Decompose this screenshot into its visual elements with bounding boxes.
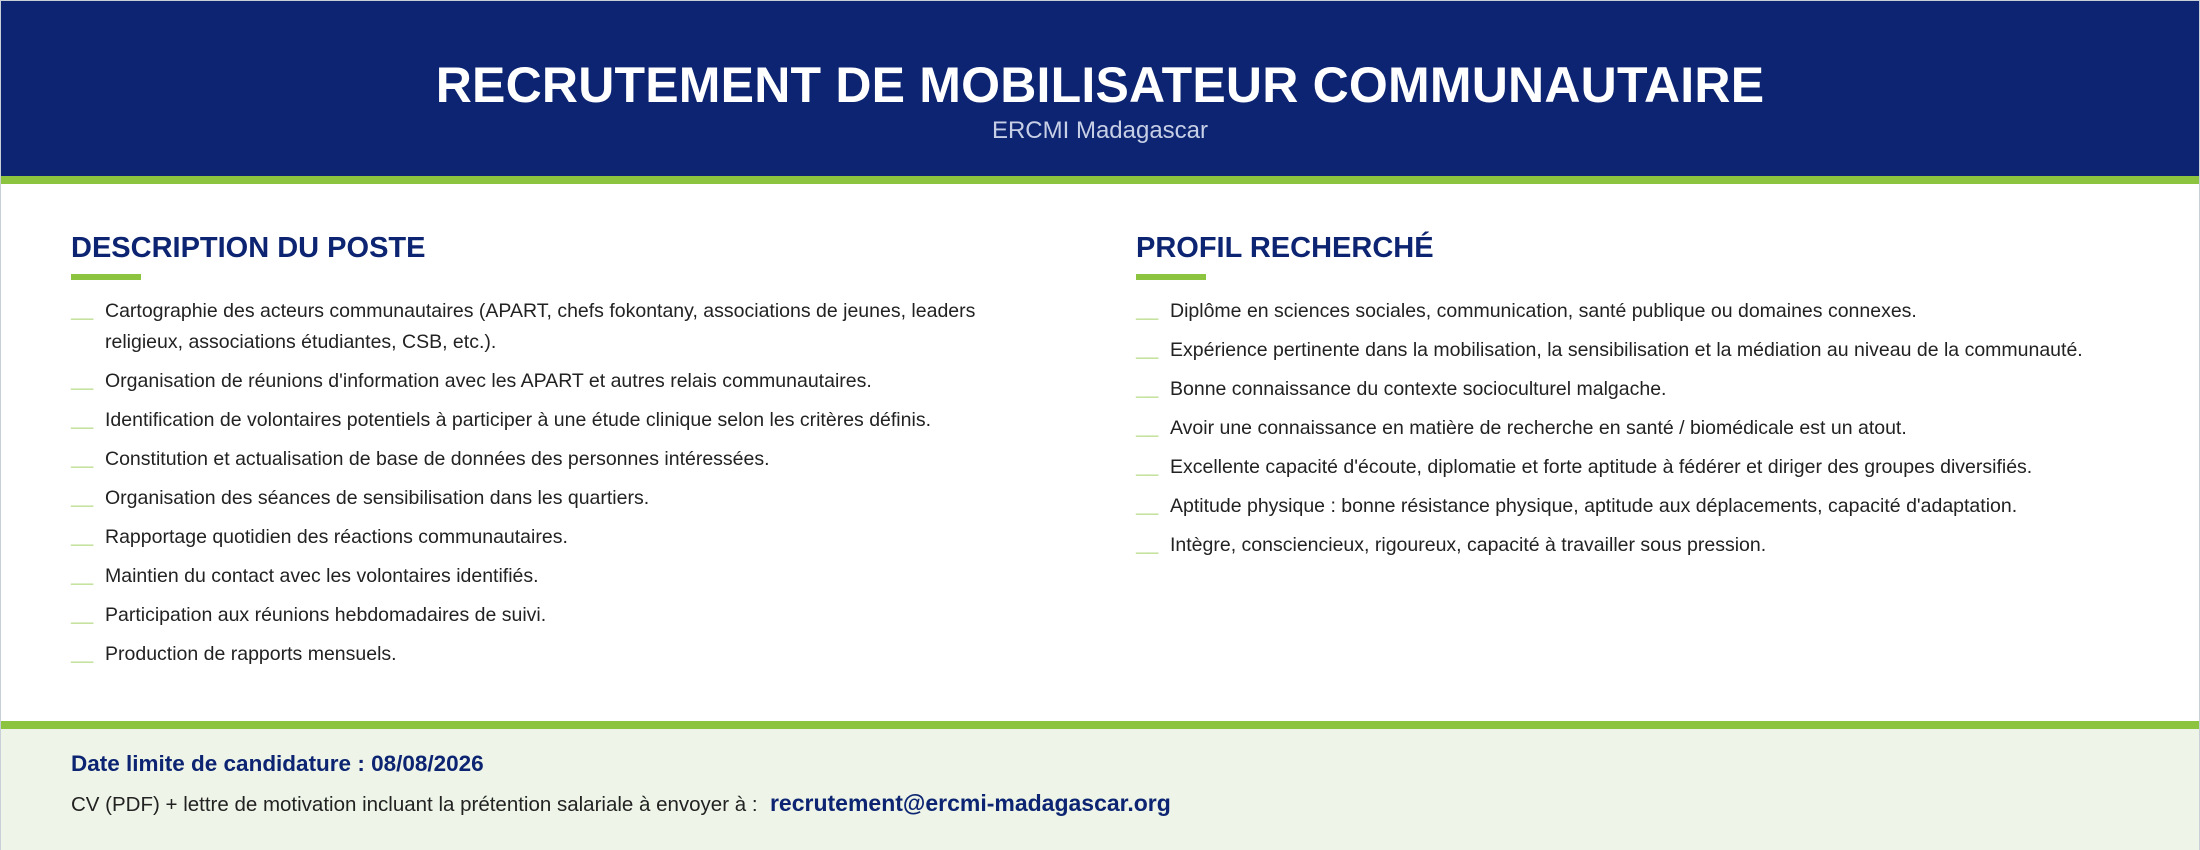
bullet-dash-icon: __ [71, 370, 94, 392]
bullet-dash-icon: __ [1136, 417, 1159, 439]
list-item [1136, 374, 2146, 405]
organization-name: ERCMI Madagascar [991, 117, 1209, 144]
profile-heading-underline [1136, 274, 1206, 280]
bullet-dash-icon: __ [1136, 300, 1159, 322]
application-instructions [71, 787, 1171, 823]
application-deadline: Date limite de candidature : 08/08/2026 [71, 751, 484, 776]
list-item [71, 561, 1031, 592]
list-item-text: Identification de volontaires potentiels à participer à une étude clinique selon les critères définis. [105, 409, 931, 431]
list-item-text: Participation aux réunions hebdomadaires de suivi. [105, 604, 547, 626]
description-section [71, 226, 1031, 678]
bullet-dash-icon: __ [71, 604, 94, 626]
list-item-text: Organisation des séances de sensibilisation dans les quartiers. [105, 487, 650, 509]
bullet-dash-icon: __ [71, 526, 94, 548]
list-item-text: Intègre, consciencieux, rigoureux, capacité à travailler sous pression. [1170, 534, 1767, 556]
profile-heading: PROFIL RECHERCHÉ [1136, 232, 1434, 264]
list-item [1136, 413, 2146, 444]
description-list [71, 296, 1031, 670]
profile-section [1136, 226, 2146, 569]
bullet-dash-icon: __ [71, 448, 94, 470]
bullet-dash-icon: __ [71, 409, 94, 431]
bullet-dash-icon: __ [1136, 495, 1159, 517]
bullet-dash-icon: __ [71, 643, 94, 665]
application-footer [1, 729, 2199, 850]
bullet-dash-icon: __ [1136, 378, 1159, 400]
list-item [71, 483, 1031, 514]
profile-list [1136, 296, 2146, 561]
description-heading-underline [71, 274, 141, 280]
footer-divider [1, 721, 2199, 729]
bullet-dash-icon: __ [71, 487, 94, 509]
list-item [1136, 491, 2146, 522]
application-instructions-text: CV (PDF) + lettre de motivation incluant la prétention salariale à envoyer à : [71, 793, 758, 816]
list-item [71, 639, 1031, 670]
page-title: RECRUTEMENT DE MOBILISATEUR COMMUNAUTAIRE [435, 57, 1765, 113]
header-divider [1, 176, 2199, 184]
list-item-text: Maintien du contact avec les volontaires identifiés. [105, 565, 539, 587]
list-item [71, 600, 1031, 631]
list-item [71, 405, 1031, 436]
list-item-text: Excellente capacité d'écoute, diplomatie et forte aptitude à fédérer et diriger des groupes diversifiés. [1170, 456, 2033, 478]
list-item-text: Diplôme en sciences sociales, communication, santé publique ou domaines connexes. [1170, 300, 1917, 322]
list-item [71, 444, 1031, 475]
list-item-text: Expérience pertinente dans la mobilisation, la sensibilisation et la médiation au niveau de la communauté. [1170, 339, 2083, 361]
list-item-text: Rapportage quotidien des réactions communautaires. [105, 526, 568, 548]
list-item [71, 366, 1031, 397]
recruitment-email-link[interactable]: recrutement@ercmi-madagascar.org [769, 790, 1171, 816]
list-item [1136, 296, 2146, 327]
list-item-text: Avoir une connaissance en matière de recherche en santé / biomédicale est un atout. [1170, 417, 1907, 439]
list-item-text: Aptitude physique : bonne résistance physique, aptitude aux déplacements, capacité d'adaptation. [1170, 495, 2018, 517]
bullet-dash-icon: __ [1136, 534, 1159, 556]
list-item-text: Organisation de réunions d'information avec les APART et autres relais communautaires. [105, 370, 872, 392]
bullet-dash-icon: __ [1136, 339, 1159, 361]
list-item-text: Constitution et actualisation de base de données des personnes intéressées. [105, 448, 770, 470]
bullet-dash-icon: __ [71, 565, 94, 587]
list-item [71, 296, 1031, 358]
description-heading: DESCRIPTION DU POSTE [71, 232, 426, 264]
header-banner [1, 1, 2199, 176]
list-item [1136, 335, 2146, 366]
list-item-text: Bonne connaissance du contexte socioculturel malgache. [1170, 378, 1667, 400]
list-item [1136, 530, 2146, 561]
list-item-text: Production de rapports mensuels. [105, 643, 397, 665]
list-item-text: Cartographie des acteurs communautaires (APART, chefs fokontany, associations de jeunes, leaders religieux, associations étudiantes, CSB, etc.). [105, 300, 976, 353]
list-item [1136, 452, 2146, 483]
bullet-dash-icon: __ [71, 300, 94, 322]
list-item [71, 522, 1031, 553]
bullet-dash-icon: __ [1136, 456, 1159, 478]
